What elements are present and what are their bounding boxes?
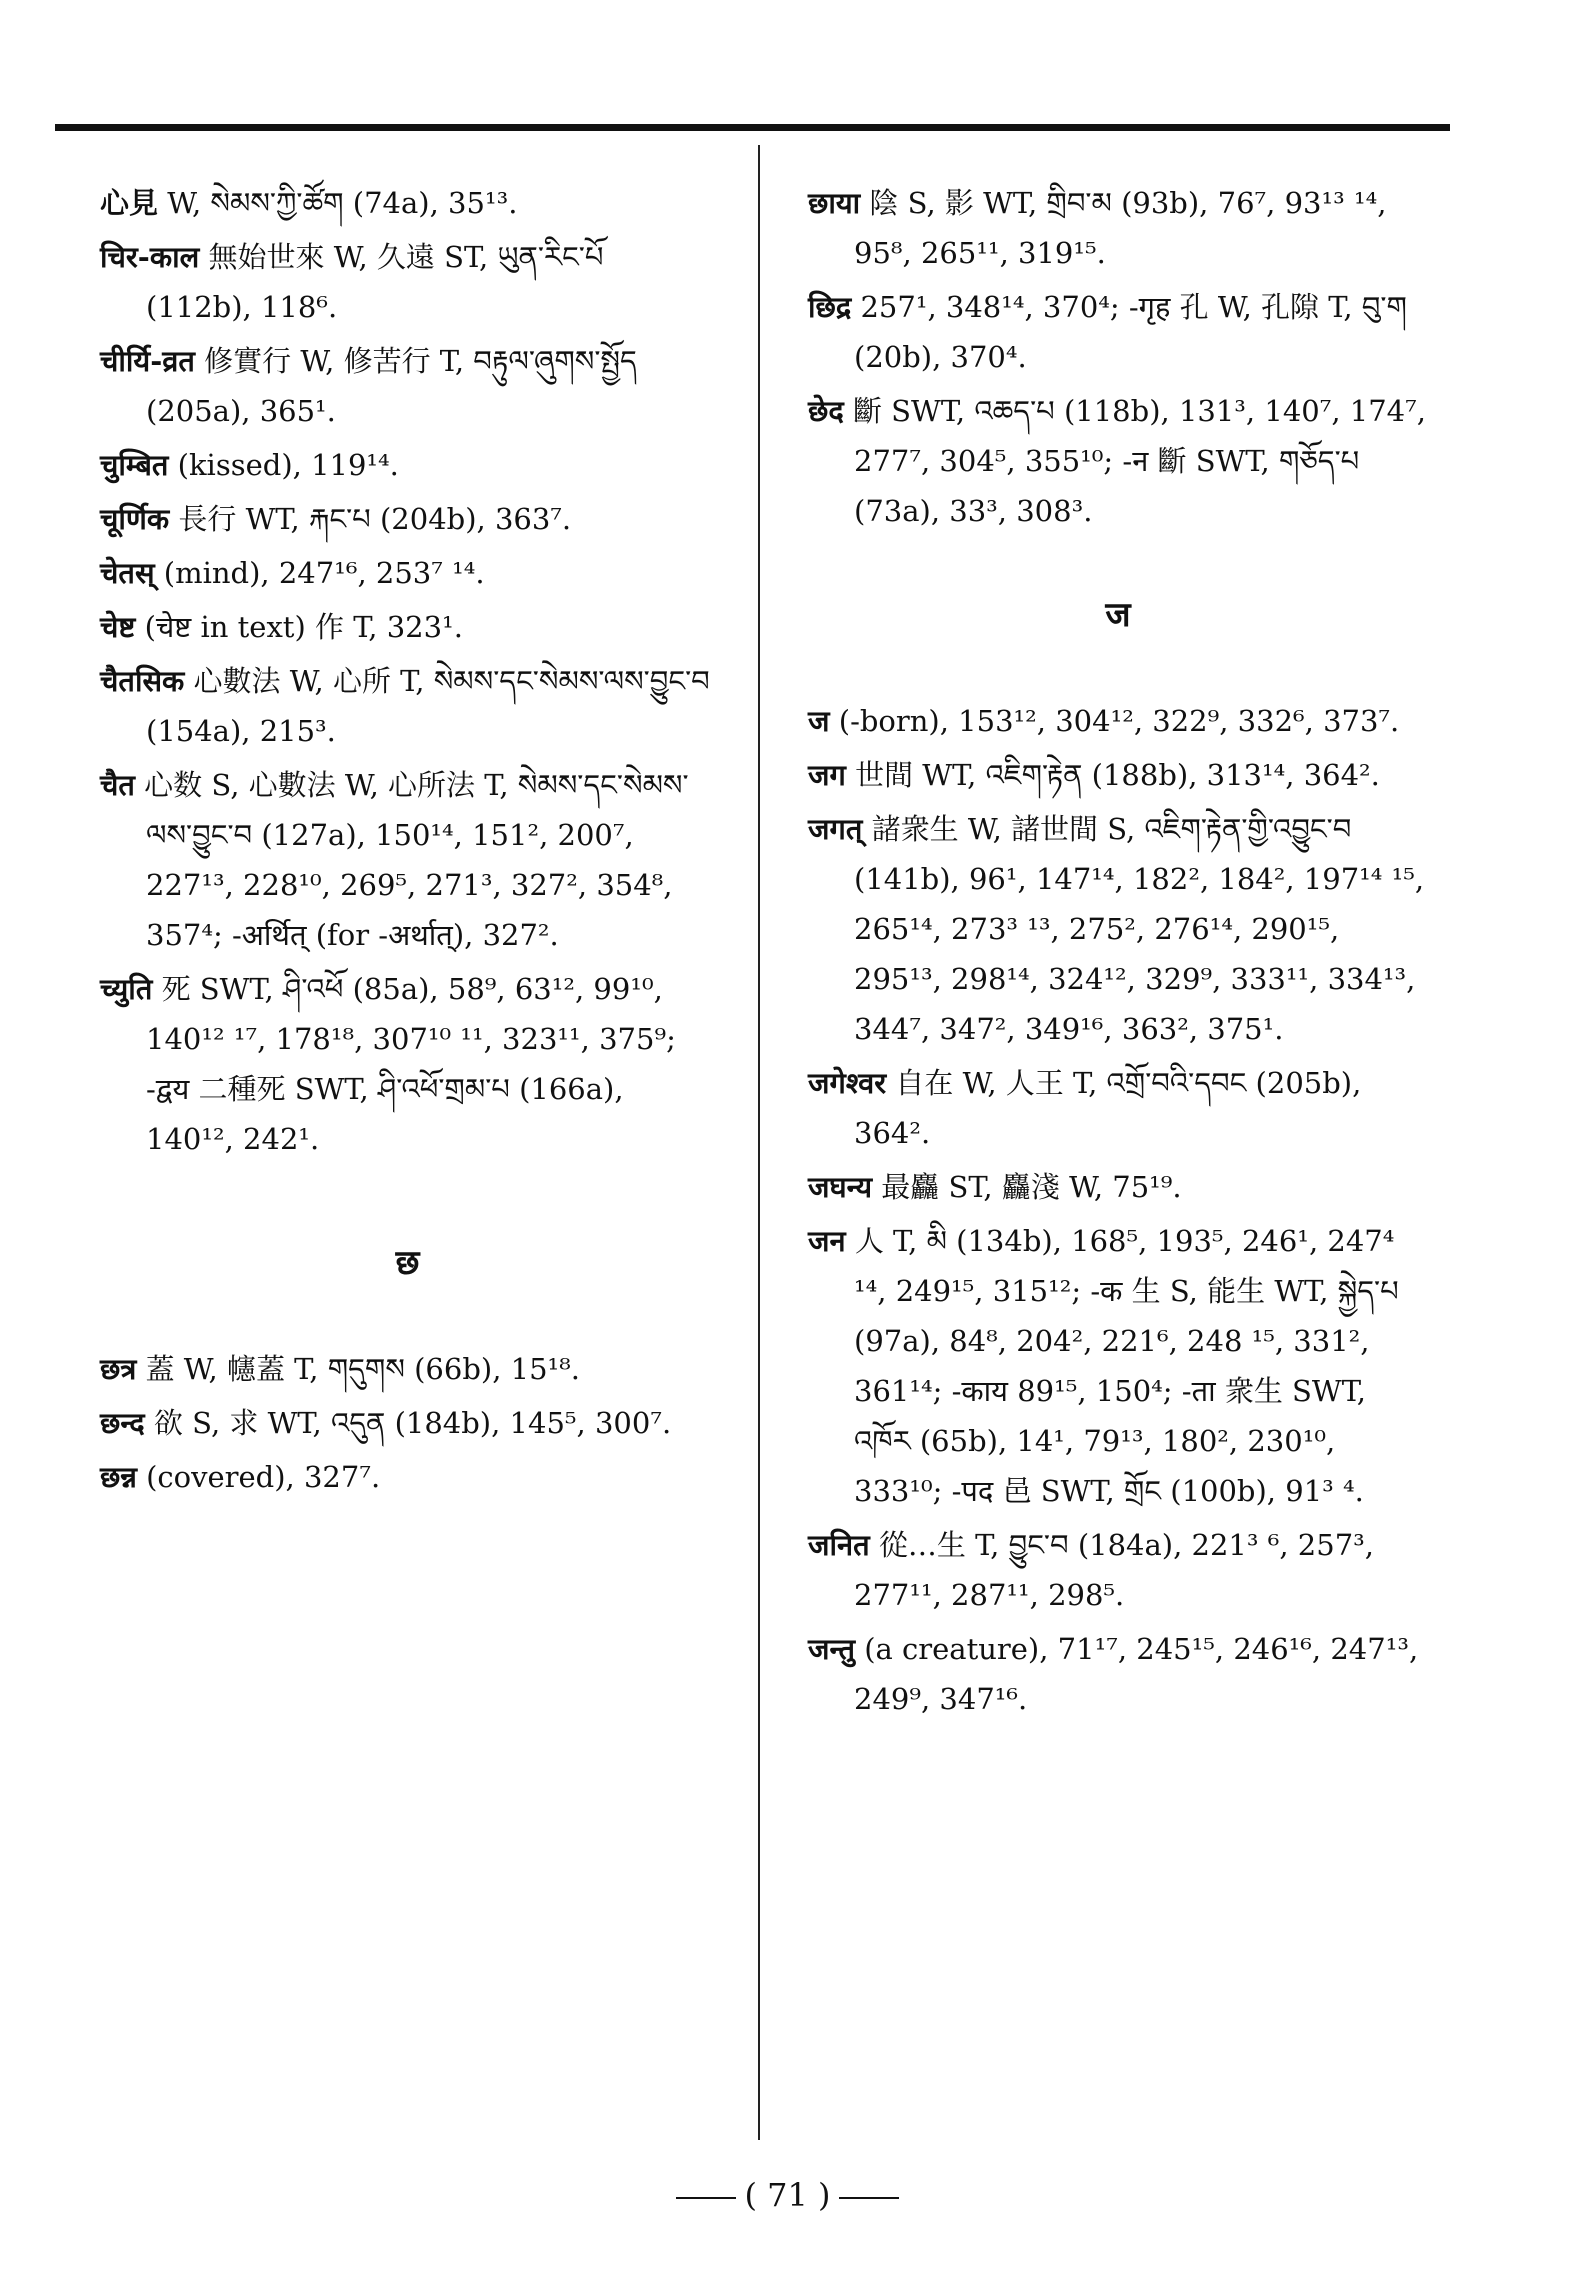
dictionary-entry	[808, 804, 1428, 1054]
entry-body: 死 SWT, ཤི་འཕོ (85a), 58⁹, 63¹², 99¹⁰, 140¹² ¹⁷, 178¹⁸, 307¹⁰ ¹¹, 323¹¹, 375⁹; -द्वय 二種死 SWT, ཤི་འཕོ་གྲམ་པ (166a), 140¹², 242¹.	[146, 972, 676, 1156]
entry-body: W, སེམས་ཀྱི་ཚོག (74a), 35¹³.	[158, 186, 518, 220]
dictionary-entry	[808, 1216, 1428, 1516]
dictionary-entry	[808, 1520, 1428, 1620]
footer-dash-right	[839, 2197, 899, 2199]
entry-headword: छेद	[808, 394, 844, 428]
entry-body: 心數法 W, 心所 T, སེམས་དང་སེམས་ལས་བྱུང་བ (154a), 215³.	[146, 664, 710, 748]
column-divider	[758, 145, 760, 2140]
entry-headword: चूर्णिक	[100, 502, 170, 536]
section-spacer	[808, 636, 1428, 696]
entry-headword: चिर-काल	[100, 240, 200, 274]
dictionary-entry	[100, 1344, 715, 1394]
entry-headword: जगेश्वर	[808, 1066, 887, 1100]
dictionary-entry	[808, 1058, 1428, 1158]
dictionary-entry	[100, 548, 715, 598]
entry-body: (covered), 327⁷.	[136, 1460, 381, 1494]
entry-headword: छन्द	[100, 1406, 145, 1440]
footer-dash-left	[676, 2197, 736, 2199]
entry-headword: चेष्ट	[100, 610, 136, 644]
dictionary-entry	[808, 750, 1428, 800]
entry-headword: छिद्र	[808, 290, 852, 324]
page-footer	[0, 2176, 1575, 2214]
entry-body: 最麤 ST, 麤淺 W, 75¹⁹.	[872, 1170, 1182, 1204]
section-spacer	[100, 1284, 715, 1344]
top-rule	[55, 124, 1450, 131]
right-column	[808, 178, 1428, 1728]
footer-close: )	[818, 2176, 831, 2214]
section-letter-heading: छ	[395, 1243, 420, 1283]
entry-headword: जगत्	[808, 812, 863, 846]
entry-headword: जन्तु	[808, 1632, 855, 1666]
entry-body: 從…生 T, བྱུང་བ (184a), 221³ ⁶, 257³, 277¹¹, 287¹¹, 298⁵.	[854, 1528, 1374, 1612]
dictionary-entry	[100, 440, 715, 490]
dictionary-entry	[100, 232, 715, 332]
entry-body: 長行 WT, རྐང་པ (204b), 363⁷.	[169, 502, 572, 536]
entry-headword: 心見	[100, 186, 159, 220]
dictionary-entry	[808, 696, 1428, 746]
dictionary-entry	[100, 336, 715, 436]
dictionary-entry	[808, 1162, 1428, 1212]
dictionary-entry	[100, 1398, 715, 1448]
entry-body: 無始世來 W, 久遠 ST, ཡུན་རིང་པོ (112b), 118⁶.	[146, 240, 604, 324]
dictionary-entry	[100, 760, 715, 960]
dictionary-entry	[808, 282, 1428, 382]
entry-body: 人 T, མི (134b), 168⁵, 193⁵, 246¹, 247⁴ ¹⁴, 249¹⁵, 315¹²; -क 生 S, 能生 WT, སྐྱེད་པ (97a), 84⁸, 204², 221⁶, 248 ¹⁵, 331², 361¹⁴; -काय 89¹⁵, 150⁴; -ता 衆生 SWT, འཁོར (65b), 14¹, 79¹³, 180², 230¹⁰, 333¹⁰; -पद 邑 SWT, གྲོང (100b), 91³ ⁴.	[845, 1224, 1399, 1508]
entry-headword: चैतसिक	[100, 664, 185, 698]
entry-headword: जघन्य	[808, 1170, 873, 1204]
dictionary-entry	[808, 1624, 1428, 1724]
entry-body: 諸衆生 W, 諸世間 S, འཇིག་རྟེན་གྱི་འབྱུང་བ (141b), 96¹, 147¹⁴, 182², 184², 197¹⁴ ¹⁵, 265¹⁴, 273³ ¹³, 275², 276¹⁴, 290¹⁵, 295¹³, 298¹⁴, 324¹², 329⁹, 333¹¹, 334¹³, 344⁷, 347², 349¹⁶, 363², 375¹.	[854, 812, 1425, 1046]
dictionary-entry	[808, 178, 1428, 278]
dictionary-entry	[100, 656, 715, 756]
section-spacer	[100, 1168, 715, 1238]
entry-headword: जग	[808, 758, 846, 792]
entry-body: 世間 WT, འཇིག་རྟེན (188b), 313¹⁴, 364².	[845, 758, 1380, 792]
entry-body: 陰 S, 影 WT, གྲིབ་མ (93b), 76⁷, 93¹³ ¹⁴, 95⁸, 265¹¹, 319¹⁵.	[854, 186, 1387, 270]
entry-body: 斷 SWT, འཆད་པ (118b), 131³, 140⁷, 174⁷, 277⁷, 304⁵, 355¹⁰; -न 斷 SWT, གཅོད་པ (73a), 33³, 308³.	[843, 394, 1426, 528]
dictionary-entry	[100, 178, 715, 228]
dictionary-entry	[100, 964, 715, 1164]
dictionary-entry	[808, 386, 1428, 536]
left-column	[100, 178, 715, 1506]
entry-body: 欲 S, 求 WT, འདུན (184b), 145⁵, 300⁷.	[144, 1406, 672, 1440]
entry-headword: छाया	[808, 186, 861, 220]
entry-body: (kissed), 119¹⁴.	[168, 448, 399, 482]
section-spacer	[808, 540, 1428, 590]
entry-headword: चेतस्	[100, 556, 155, 590]
dictionary-entry	[100, 1452, 715, 1502]
dictionary-entry	[100, 494, 715, 544]
entry-body: 修實行 W, 修苦行 T, བརྟུལ་ཞུགས་སྤྱོད (205a), 365¹.	[146, 344, 637, 428]
entry-body: (-born), 153¹², 304¹², 322⁹, 332⁶, 373⁷.	[829, 704, 1400, 738]
entry-headword: छत्र	[100, 1352, 137, 1386]
entry-headword: छन्न	[100, 1460, 137, 1494]
entry-body: (a creature), 71¹⁷, 245¹⁵, 246¹⁶, 247¹³, 249⁹, 347¹⁶.	[854, 1632, 1419, 1716]
entry-body: (चेष्ट in text) 作 T, 323¹.	[135, 610, 463, 644]
section-letter-heading: ज	[1105, 595, 1131, 635]
entry-headword: जन	[808, 1224, 846, 1258]
page-number: 71	[767, 2176, 808, 2214]
entry-body: 蓋 W, 幰蓋 T, གདུགས (66b), 15¹⁸.	[136, 1352, 581, 1386]
entry-headword: चीर्यि-व्रत	[100, 344, 195, 378]
footer-open: (	[744, 2176, 757, 2214]
entry-headword: चैत	[100, 768, 135, 802]
entry-headword: जनित	[808, 1528, 870, 1562]
entry-headword: ज	[808, 704, 830, 738]
entry-body: 自在 W, 人王 T, འགྲོ་བའི་དབང (205b), 364².	[854, 1066, 1362, 1150]
entry-body: 257¹, 348¹⁴, 370⁴; -गृह 孔 W, 孔隙 T, བུ་ག (20b), 370⁴.	[851, 290, 1407, 374]
entry-headword: च्युति	[100, 972, 153, 1006]
entry-body: 心数 S, 心數法 W, 心所法 T, སེམས་དང་སེམས་ལས་བྱུང་བ (127a), 150¹⁴, 151², 200⁷, 227¹³, 228¹⁰, 269⁵, 271³, 327², 354⁸, 357⁴; -अर्थित् (for -अर्थात्), 327².	[134, 768, 689, 952]
entry-body: (mind), 247¹⁶, 253⁷ ¹⁴.	[154, 556, 485, 590]
entry-headword: चुम्बित	[100, 448, 169, 482]
dictionary-entry	[100, 602, 715, 652]
